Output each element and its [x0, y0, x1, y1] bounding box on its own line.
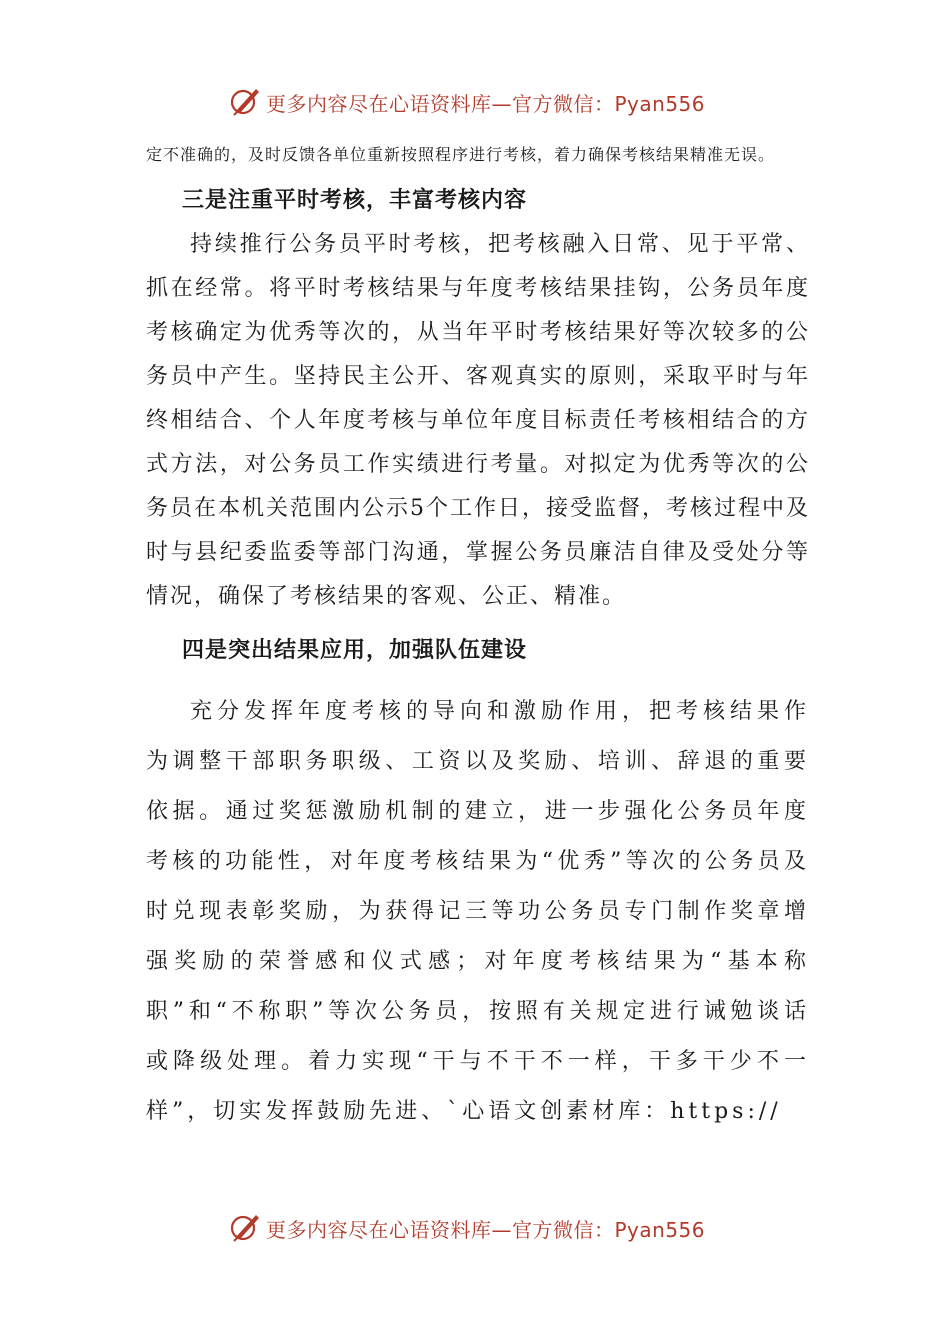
quill-logo-icon	[228, 85, 262, 119]
document-body	[146, 140, 810, 1137]
quill-logo-icon	[228, 1211, 262, 1245]
section3-heading: 三是注重平时考核，丰富考核内容	[182, 188, 528, 213]
section4-heading: 四是突出结果应用，加强队伍建设	[182, 638, 528, 663]
footer-banner	[228, 1210, 705, 1246]
section4-body: 充分发挥年度考核的导向和激励作用，把考核结果作为调整干部职务职级、工资以及奖励、培训、辞退的重要依据。通过奖惩激励机制的建立，进一步强化公务员年度考核的功能性，对年度考核结果为“优秀”等次的公务员及时兑现表彰奖励，为获得记三等功公务员专门制作奖章增强奖励的荣誉感和仪式感；对年度考核结果为“基本称职”和“不称职”等次公务员，按照有关规定进行诫勉谈话或降级处理。着力实现“干与不干不一样，干多干少不一样”，切实发挥鼓励先进、`心语文创素材库：https://	[146, 699, 810, 1124]
footer-brand-text: 更多内容尽在心语资料库—官方微信：Pyan556	[266, 1217, 706, 1242]
intro-paragraph: 定不准确的，及时反馈各单位重新按照程序进行考核，着力确保考核结果精准无误。	[146, 145, 776, 164]
section3-body: 持续推行公务员平时考核，把考核融入日常、见于平常、抓在经常。将平时考核结果与年度考核结果挂钩，公务员年度考核确定为优秀等次的，从当年平时考核结果好等次较多的公务员中产生。坚持民主公开、客观真实的原则，采取平时与年终相结合、个人年度考核与单位年度目标责任考核相结合的方式方法，对公务员工作实绩进行考量。对拟定为优秀等次的公务员在本机关范围内公示5个工作日，接受监督，考核过程中及时与县纪委监委等部门沟通，掌握公务员廉洁自律及受处分等情况，确保了考核结果的客观、公正、精准。	[146, 232, 810, 609]
header-brand-text: 更多内容尽在心语资料库—官方微信：Pyan556	[266, 91, 706, 116]
header-banner	[228, 84, 705, 120]
